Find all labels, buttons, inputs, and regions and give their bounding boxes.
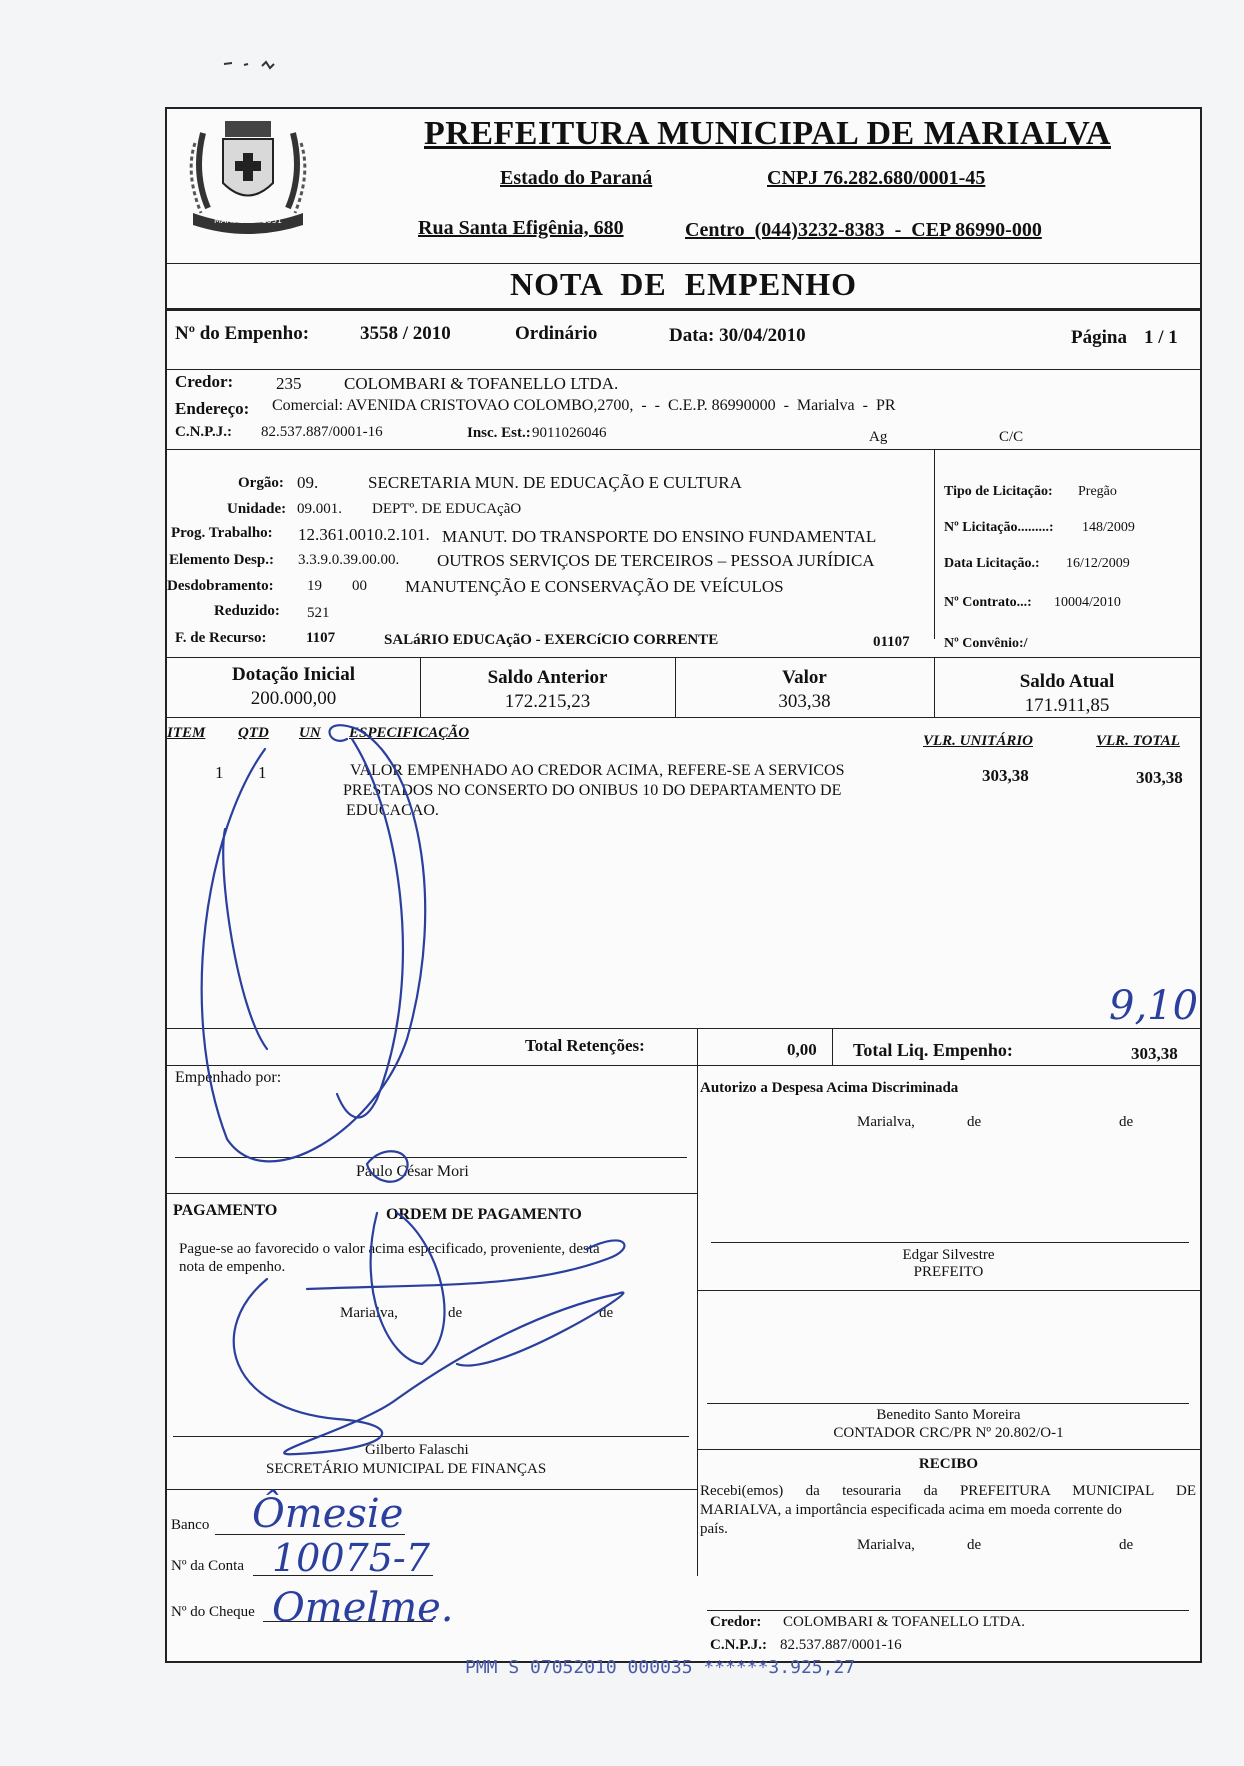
- credor-cnpj-label: C.N.P.J.:: [175, 424, 232, 440]
- insc-est-label: Insc. Est.:: [467, 425, 531, 441]
- fonte-recurso-label: F. de Recurso:: [175, 630, 267, 646]
- credor-label: Credor:: [175, 372, 234, 391]
- desdobramento-name: MANUTENÇÃO E CONSERVAÇÃO DE VEÍCULOS: [405, 577, 784, 596]
- pagamento-text-line2: nota de empenho.: [179, 1259, 286, 1275]
- ordem-pagamento-label: ORDEM DE PAGAMENTO: [386, 1206, 582, 1223]
- address-contact: Centro (044)3232-8383 - CEP 86990-000: [685, 219, 1042, 241]
- prefeito-role: PREFEITO: [913, 1264, 984, 1280]
- credor-name: COLOMBARI & TOFANELLO LTDA.: [344, 374, 619, 393]
- recibo-text-line1: Recebi(emos) da tesouraria da PREFEITURA MUNICIPAL DE: [700, 1483, 1196, 1499]
- signature-stroke: [367, 1151, 408, 1181]
- saldo-atual-label: Saldo Atual: [1019, 671, 1115, 692]
- prog-trabalho-code: 12.361.0010.2.101.: [298, 525, 430, 544]
- unidade-code: 09.001.: [297, 501, 342, 517]
- prog-trabalho-name: MANUT. DO TRANSPORTE DO ENSINO FUNDAMENTAL: [442, 527, 877, 546]
- col-un: UN: [299, 725, 321, 741]
- reduzido-value: 521: [307, 605, 330, 621]
- address-street: Rua Santa Efigênia, 680: [418, 217, 624, 239]
- desdobramento-code: 19: [307, 578, 322, 594]
- pagamento-label: PAGAMENTO: [173, 1202, 278, 1219]
- item-qty: 1: [258, 763, 267, 782]
- cheque-label: Nº do Cheque: [171, 1604, 255, 1620]
- signature-stroke: [337, 739, 403, 1118]
- pagamento-signer-role: SECRETÁRIO MUNICIPAL DE FINANÇAS: [266, 1461, 547, 1477]
- conta-corrente-label: C/C: [999, 429, 1024, 445]
- insc-est: 9011026046: [532, 425, 607, 441]
- pagamento-text-line1: Pague-se ao favorecido o valor acima especificado, proveniente, desta: [179, 1241, 600, 1257]
- pagamento-de1: de: [448, 1305, 463, 1321]
- dotacao-inicial-value: 200.000,00: [250, 688, 337, 709]
- item-unit-value: 303,38: [982, 766, 1029, 785]
- total-retencoes-label: Total Retenções:: [525, 1036, 645, 1055]
- pagamento-signer: Gilberto Falaschi: [365, 1442, 469, 1458]
- item-desc-line2: PRESTADOS NO CONSERTO DO ONIBUS 10 DO DEPARTAMENTO DE: [343, 782, 842, 799]
- col-especificacao: ESPECIFICAÇÃO: [349, 725, 470, 741]
- cashier-stamp: PMM S 07052010 000035 ******3.925,27: [465, 1657, 856, 1678]
- dotacao-inicial-label: Dotação Inicial: [232, 664, 355, 685]
- data-licitacao: 16/12/2009: [1066, 556, 1130, 571]
- col-vlr-total: VLR. TOTAL: [1096, 733, 1180, 749]
- crest-ribbon-text: MARIALVA - 1951: [213, 216, 283, 225]
- contador-role: CONTADOR CRC/PR Nº 20.802/O-1: [833, 1425, 1064, 1441]
- item-number: 1: [215, 763, 224, 782]
- prog-trabalho-label: Prog. Trabalho:: [171, 525, 273, 541]
- total-liquido-label: Total Liq. Empenho:: [853, 1040, 1013, 1060]
- fonte-recurso-name: SALáRIO EDUCAçãO - EXERCíCIO CORRENTE: [384, 632, 719, 648]
- handwritten-note: 9,10: [1109, 983, 1199, 1029]
- page-label: Página: [1071, 327, 1127, 348]
- reduzido-label: Reduzido:: [214, 603, 280, 619]
- total-retencoes-value: 0,00: [787, 1040, 817, 1059]
- handwriting-overlay: [167, 109, 1200, 1661]
- recibo-place: Marialva,: [857, 1537, 915, 1553]
- credor-code: 235: [276, 374, 302, 393]
- document-title: NOTA DE EMPENHO: [509, 266, 858, 302]
- banco-handwritten: Ômesie: [252, 1491, 404, 1537]
- signature-stroke: [371, 1213, 445, 1364]
- recibo-credor-name: COLOMBARI & TOFANELLO LTDA.: [783, 1614, 1025, 1630]
- unidade-label: Unidade:: [227, 501, 287, 517]
- recibo-text-line3: país.: [700, 1521, 728, 1537]
- pagamento-place: Marialva,: [340, 1305, 398, 1321]
- autorizo-de2: de: [1119, 1114, 1134, 1130]
- orgao-code: 09.: [297, 473, 319, 492]
- col-vlr-unitario: VLR. UNITÁRIO: [923, 733, 1034, 749]
- empenhado-signer: Paulo César Mori: [356, 1163, 469, 1180]
- orgao-label: Orgão:: [238, 475, 284, 491]
- numero-licitacao-label: Nº Licitação.........:: [944, 520, 1054, 535]
- municipality-title: PREFEITURA MUNICIPAL DE MARIALVA: [424, 115, 1111, 152]
- data-licitacao-label: Data Licitação.:: [944, 556, 1040, 571]
- scan-mark: [222, 58, 292, 72]
- empenhado-por-label: Empenhado por:: [175, 1069, 282, 1086]
- saldo-anterior-value: 172.215,23: [504, 691, 591, 712]
- conta-handwritten: 10075-7: [272, 1536, 430, 1580]
- nota-de-empenho-document: [165, 107, 1202, 1663]
- elemento-despesa-label: Elemento Desp.:: [169, 552, 274, 568]
- item-total-value: 303,38: [1136, 768, 1183, 787]
- unidade-name: DEPTº. DE EDUCAçãO: [372, 501, 522, 517]
- contrato-label: Nº Contrato...:: [944, 595, 1032, 610]
- prefeito-name: Edgar Silvestre: [902, 1247, 995, 1263]
- conta-label: Nº da Conta: [171, 1558, 244, 1574]
- elemento-despesa-name: OUTROS SERVIÇOS DE TERCEIROS – PESSOA JURÍDICA: [437, 551, 875, 570]
- agencia-label: Ag: [869, 429, 888, 445]
- recibo-cnpj: 82.537.887/0001-16: [780, 1637, 902, 1653]
- fonte-recurso-code2: 01107: [873, 634, 910, 650]
- elemento-despesa-code: 3.3.9.0.39.00.00.: [298, 552, 400, 568]
- contador-name: Benedito Santo Moreira: [876, 1407, 1021, 1423]
- fonte-recurso-code: 1107: [306, 630, 336, 646]
- signature-stroke: [223, 829, 267, 1049]
- page-number: 1 / 1: [1144, 327, 1178, 348]
- autorizo-place: Marialva,: [857, 1114, 915, 1130]
- recibo-de2: de: [1119, 1537, 1134, 1553]
- autorizo-label: Autorizo a Despesa Acima Discriminada: [700, 1080, 959, 1096]
- signature-stroke: [202, 725, 426, 1161]
- saldo-atual-value: 171.911,85: [1024, 695, 1110, 716]
- cheque-handwritten: Omelme.: [272, 1585, 454, 1631]
- recibo-label: RECIBO: [918, 1456, 979, 1472]
- empenho-number: 3558 / 2010: [360, 323, 451, 344]
- state-name: Estado do Paraná: [500, 167, 653, 189]
- contrato-number: 10004/2010: [1054, 595, 1121, 610]
- signature-stroke: [234, 1279, 624, 1454]
- tipo-licitacao-label: Tipo de Licitação:: [944, 484, 1053, 499]
- desdobramento-sub: 00: [352, 578, 367, 594]
- recibo-cnpj-label: C.N.P.J.:: [710, 1637, 767, 1653]
- convenio-label: Nº Convênio:/: [944, 636, 1028, 651]
- item-desc-line3: EDUCACAO.: [346, 802, 439, 819]
- autorizo-de1: de: [967, 1114, 982, 1130]
- empenho-date: Data: 30/04/2010: [669, 325, 806, 346]
- endereco-label: Endereço:: [175, 399, 250, 418]
- signature-stroke: [307, 1240, 624, 1289]
- total-liquido-value: 303,38: [1131, 1044, 1178, 1063]
- recibo-credor-label: Credor:: [710, 1614, 762, 1630]
- desdobramento-label: Desdobramento:: [167, 578, 274, 594]
- recibo-de1: de: [967, 1537, 982, 1553]
- recibo-text-line2: MARIALVA, a importância especificada acima em moeda corrente do: [700, 1502, 1122, 1518]
- empenho-number-label: Nº do Empenho:: [175, 323, 310, 344]
- valor-label: Valor: [782, 667, 827, 688]
- credor-address: Comercial: AVENIDA CRISTOVAO COLOMBO,2700, - - C.E.P. 86990000 - Marialva - PR: [272, 397, 896, 414]
- credor-cnpj: 82.537.887/0001-16: [261, 424, 383, 440]
- col-qtd: QTD: [238, 725, 269, 741]
- numero-licitacao: 148/2009: [1082, 520, 1135, 535]
- item-desc-line1: VALOR EMPENHADO AO CREDOR ACIMA, REFERE-SE A SERVICOS: [350, 762, 845, 779]
- saldo-anterior-label: Saldo Anterior: [487, 667, 608, 688]
- banco-label: Banco: [171, 1517, 210, 1533]
- col-item: ITEM: [167, 725, 206, 741]
- orgao-name: SECRETARIA MUN. DE EDUCAÇÃO E CULTURA: [368, 473, 742, 492]
- valor-value: 303,38: [778, 691, 831, 712]
- empenho-type: Ordinário: [515, 323, 598, 344]
- tipo-licitacao: Pregão: [1078, 484, 1117, 499]
- pagamento-de2: de: [599, 1305, 614, 1321]
- municipality-cnpj: CNPJ 76.282.680/0001-45: [767, 167, 986, 189]
